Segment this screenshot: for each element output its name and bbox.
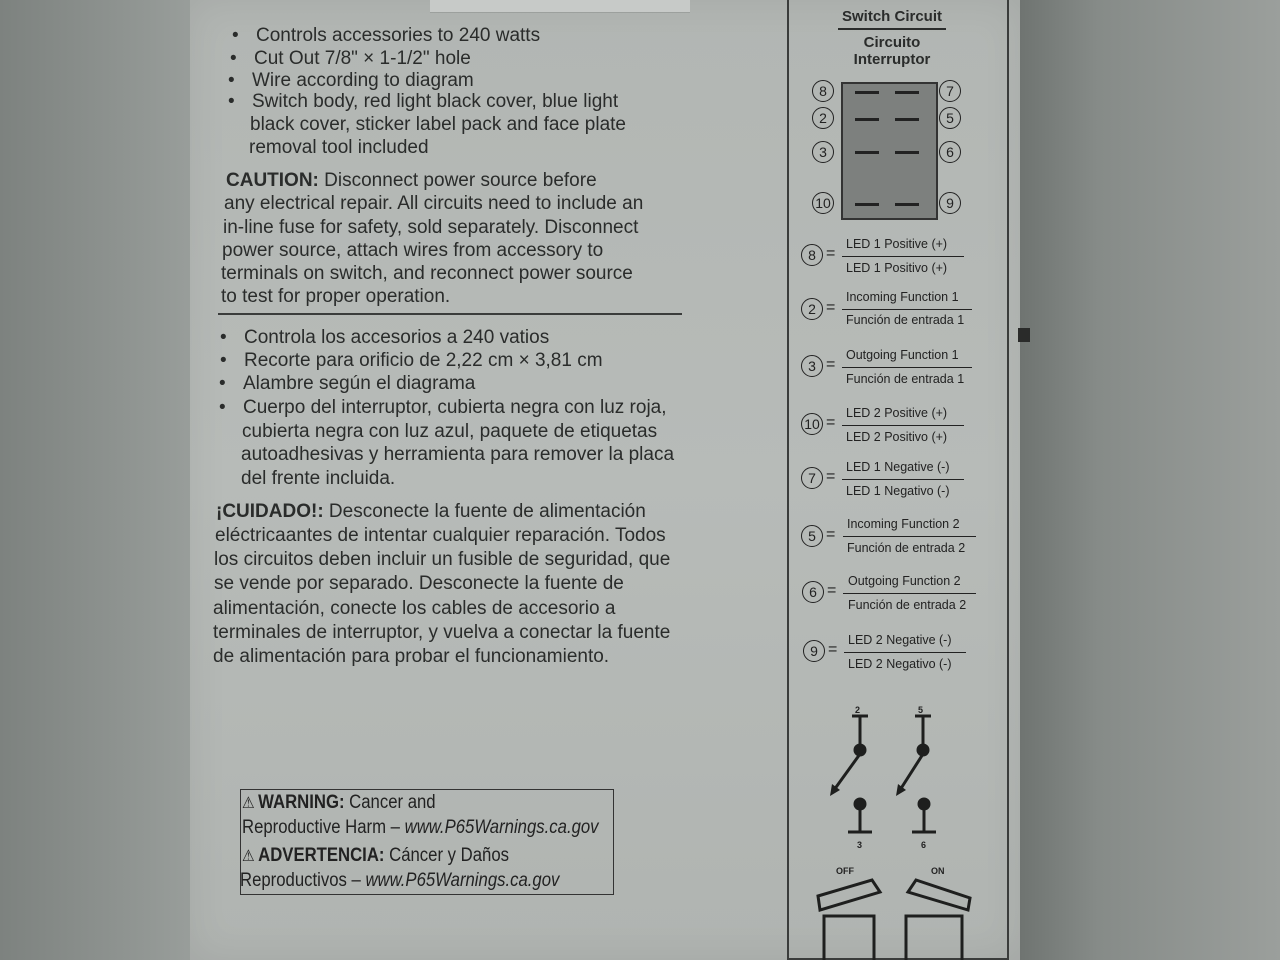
equals-sign: = — [827, 582, 837, 599]
legend-rule — [843, 536, 976, 537]
cuidado-line-5: alimentación, conecte los cables de accesorio a — [213, 598, 616, 619]
legend-bottom: Función de entrada 1 — [846, 313, 965, 327]
pin-number-right: 7 — [939, 80, 961, 102]
warning-line-1 — [242, 792, 436, 815]
pin-number-right: 5 — [939, 107, 961, 129]
equals-sign: = — [826, 414, 836, 431]
legend-bottom: LED 2 Negativo (-) — [848, 657, 952, 671]
equals-sign: = — [826, 299, 836, 316]
section-divider — [218, 313, 682, 315]
advertencia-text: Cáncer y Daños — [384, 845, 510, 866]
pin-dash — [855, 118, 879, 121]
legend-bottom: LED 1 Positivo (+) — [846, 261, 948, 275]
cuidado-text-1: Desconecte la fuente de alimentación — [323, 501, 646, 522]
legend-rule — [842, 425, 964, 426]
legend-rule — [842, 256, 964, 257]
warning-url: www.P65Warnings.ca.gov — [404, 817, 599, 838]
equals-sign: = — [826, 356, 836, 373]
legend-bottom: LED 1 Negativo (-) — [846, 484, 950, 498]
on-label: ON — [931, 866, 945, 876]
legend-pin: 10 — [801, 413, 823, 435]
terminal-label: 3 — [857, 840, 863, 850]
edge-mark — [1018, 328, 1030, 342]
bullet-es-4-cont-3: del frente incluida. — [241, 468, 396, 489]
terminal-label: 6 — [921, 840, 927, 850]
pin-dash — [855, 151, 879, 154]
pin-dash — [855, 203, 879, 206]
legend-rule — [843, 593, 976, 594]
legend-top: LED 1 Negative (-) — [846, 460, 950, 474]
pin-dash — [895, 151, 919, 154]
advertencia-url: www.P65Warnings.ca.gov — [365, 870, 560, 891]
bullet-en-1: • Controls accessories to 240 watts — [256, 24, 540, 47]
caution-text-1: Disconnect power source before — [318, 170, 597, 191]
rocker-switch-icons — [812, 874, 977, 960]
legend-pin: 9 — [803, 640, 825, 662]
bullet-en-2: • Cut Out 7/8" × 1-1/2" hole — [254, 47, 471, 70]
caution-line-1 — [226, 169, 597, 192]
legend-rule — [842, 309, 972, 310]
legend-top: Outgoing Function 2 — [848, 574, 961, 588]
warning-prefix: Reproductive Harm – — [242, 817, 405, 838]
legend-top: Outgoing Function 1 — [846, 348, 959, 362]
pin-number-right: 9 — [939, 192, 961, 214]
bullet-es-4: • Cuerpo del interruptor, cubierta negra con luz roja, — [243, 396, 667, 419]
legend-top: LED 2 Negative (-) — [848, 633, 952, 647]
terminal-label: 5 — [918, 705, 924, 715]
cuidado-line-3: los circuitos deben incluir un fusible de seguridad, que — [214, 549, 671, 570]
bullet-es-4-cont-1: cubierta negra con luz azul, paquete de etiquetas — [242, 421, 658, 442]
cuidado-line-2: eléctricaantes de intentar cualquier reparación. Todos — [215, 525, 666, 546]
cuidado-line-6: terminales de interruptor, y vuelva a conectar la fuente — [213, 622, 671, 643]
caution-line-6: to test for proper operation. — [221, 286, 451, 307]
equals-sign: = — [828, 641, 838, 658]
legend-bottom: Función de entrada 1 — [846, 372, 965, 386]
advertencia-prefix: Reproductivos – — [240, 870, 366, 891]
legend-pin: 3 — [801, 355, 823, 377]
bullet-en-4-cont-2: removal tool included — [249, 137, 429, 158]
legend-pin: 6 — [802, 581, 824, 603]
pin-number-left: 10 — [812, 192, 834, 214]
equals-sign: = — [826, 526, 836, 543]
legend-pin: 8 — [801, 244, 823, 266]
bullet-es-1: • Controla los accesorios a 240 vatios — [244, 326, 549, 349]
bullet-en-4: • Switch body, red light black cover, blue light — [252, 90, 618, 113]
card-tab — [430, 0, 690, 13]
caution-heading: CAUTION: — [226, 170, 319, 191]
pin-number-left: 8 — [812, 80, 834, 102]
panel-title: Switch Circuit — [841, 8, 942, 25]
panel-subtitle-2: Interruptor — [853, 51, 931, 68]
equals-sign: = — [826, 468, 836, 485]
legend-top: LED 2 Positive (+) — [846, 406, 948, 420]
warning-line-2 — [242, 817, 599, 839]
advertencia-heading: ADVERTENCIA: — [258, 845, 385, 866]
legend-pin: 2 — [801, 298, 823, 320]
pin-number-left: 2 — [812, 107, 834, 129]
bullet-es-3: • Alambre según el diagrama — [243, 372, 475, 395]
cuidado-line-1 — [216, 500, 646, 523]
legend-bottom: Función de entrada 2 — [847, 541, 966, 555]
panel-subtitle-1: Circuito — [863, 34, 921, 51]
legend-bottom: Función de entrada 2 — [848, 598, 967, 612]
panel-title-rule — [838, 28, 946, 30]
pin-dash — [895, 203, 919, 206]
bullet-es-2: • Recorte para orificio de 2,22 cm × 3,81 cm — [244, 349, 603, 372]
legend-rule — [844, 652, 966, 653]
caution-line-2: any electrical repair. All circuits need to include an — [224, 193, 644, 214]
warning-text: Cancer and — [344, 792, 436, 813]
legend-top: Incoming Function 1 — [846, 290, 959, 304]
switch-schematic — [820, 712, 960, 844]
warning-line-4 — [240, 870, 559, 892]
legend-pin: 7 — [801, 467, 823, 489]
pin-number-left: 3 — [812, 141, 834, 163]
bullet-es-4-cont-2: autoadhesivas y herramienta para remover la placa — [241, 444, 675, 465]
bullet-en-3: • Wire according to diagram — [252, 69, 474, 92]
legend-pin: 5 — [801, 525, 823, 547]
background-left — [0, 0, 200, 960]
legend-rule — [842, 479, 964, 480]
legend-bottom: LED 2 Positivo (+) — [846, 430, 948, 444]
pin-dash — [895, 91, 919, 94]
bullet-en-4-cont-1: black cover, sticker label pack and face plate — [250, 114, 626, 135]
legend-top: Incoming Function 2 — [847, 517, 960, 531]
cuidado-line-4: se vende por separado. Desconecte la fuente de — [214, 573, 624, 594]
advertencia-triangle-icon: ⚠ — [242, 848, 255, 865]
background-right — [1020, 0, 1280, 960]
pin-dash — [895, 118, 919, 121]
cuidado-line-7: de alimentación para probar el funcionamiento. — [213, 646, 610, 667]
pin-dash — [855, 91, 879, 94]
warning-heading: WARNING: — [258, 792, 345, 813]
equals-sign: = — [826, 245, 836, 262]
off-label: OFF — [836, 866, 854, 876]
legend-top: LED 1 Positive (+) — [846, 237, 948, 251]
caution-line-4: power source, attach wires from accessory to — [222, 240, 604, 261]
cuidado-heading: ¡CUIDADO!: — [216, 501, 324, 522]
caution-line-5: terminals on switch, and reconnect power source — [221, 263, 633, 284]
warning-line-3 — [242, 845, 509, 868]
legend-rule — [842, 367, 972, 368]
caution-line-3: in-line fuse for safety, sold separately. Disconnect — [223, 217, 639, 238]
warning-triangle-icon: ⚠ — [242, 795, 255, 812]
terminal-label: 2 — [855, 705, 861, 715]
pin-number-right: 6 — [939, 141, 961, 163]
